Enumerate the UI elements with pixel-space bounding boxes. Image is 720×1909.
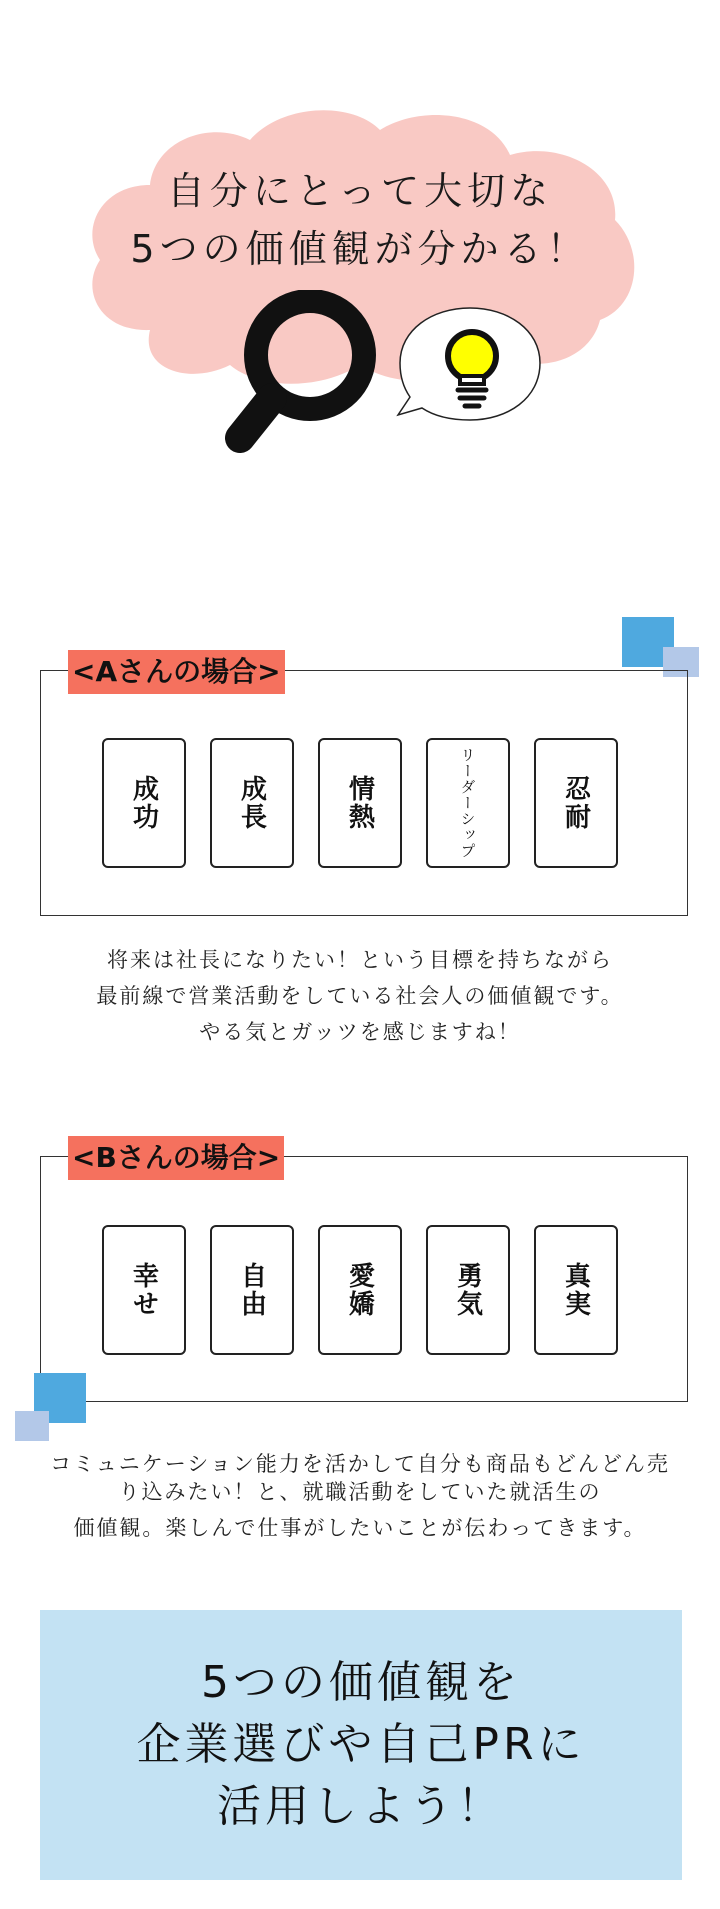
cta-line3: 活用しよう！ [217,1781,505,1832]
card-text: 真実 [560,1262,591,1318]
case-b-card [534,1225,618,1355]
case-a-description-line1: 将来は社長になりたい！という目標を持ちながら [107,948,613,972]
decor-square-light [15,1411,49,1441]
case-a-description-line2: 最前線で営業活動をしている社会人の価値観です。 [96,984,624,1008]
case-b-label: <Bさんの場合> [68,1136,284,1180]
case-b-card [318,1225,402,1355]
case-a-description-line3: やる気とガッツを感じますね！ [199,1020,521,1044]
card-text: 自由 [236,1262,267,1318]
case-a-card [426,738,510,868]
case-b-description-line1: コミュニケーション能力を活かして自分も商品もどんどん売 [50,1452,670,1476]
card-text: 幸せ [128,1262,159,1318]
hero-icons [220,290,560,470]
case-b-description-line3: 価値観。楽しんで仕事がしたいことが伝わってきます。 [73,1516,647,1540]
case-b-description-line2: り込みたい！と、就職活動をしていた就活生の [118,1480,602,1504]
case-a-card [318,738,402,868]
hero-title-line1: 自分にとって大切な [166,169,554,213]
case-b-card [426,1225,510,1355]
case-b-card [102,1225,186,1355]
cta-line2: 企業選びや自己PRに [136,1719,586,1770]
card-text: 情熱 [344,775,375,831]
cta-panel [40,1610,682,1880]
card-text: 忍耐 [560,775,591,831]
cta-line1: 5つの価値観を [201,1657,521,1708]
case-a-card [102,738,186,868]
hero-title-line2: 5つの価値観が分かる！ [130,227,590,271]
card-text: 勇気 [452,1262,483,1318]
case-a-card [210,738,294,868]
card-text: 成功 [128,775,159,831]
case-a-label: <Aさんの場合> [68,650,285,694]
card-text: 成長 [236,775,267,831]
case-b-card [210,1225,294,1355]
case-a-card [534,738,618,868]
card-text: リーダーシップ [458,747,477,859]
magnifier-icon [240,301,364,438]
card-text: 愛嬌 [344,1262,375,1318]
